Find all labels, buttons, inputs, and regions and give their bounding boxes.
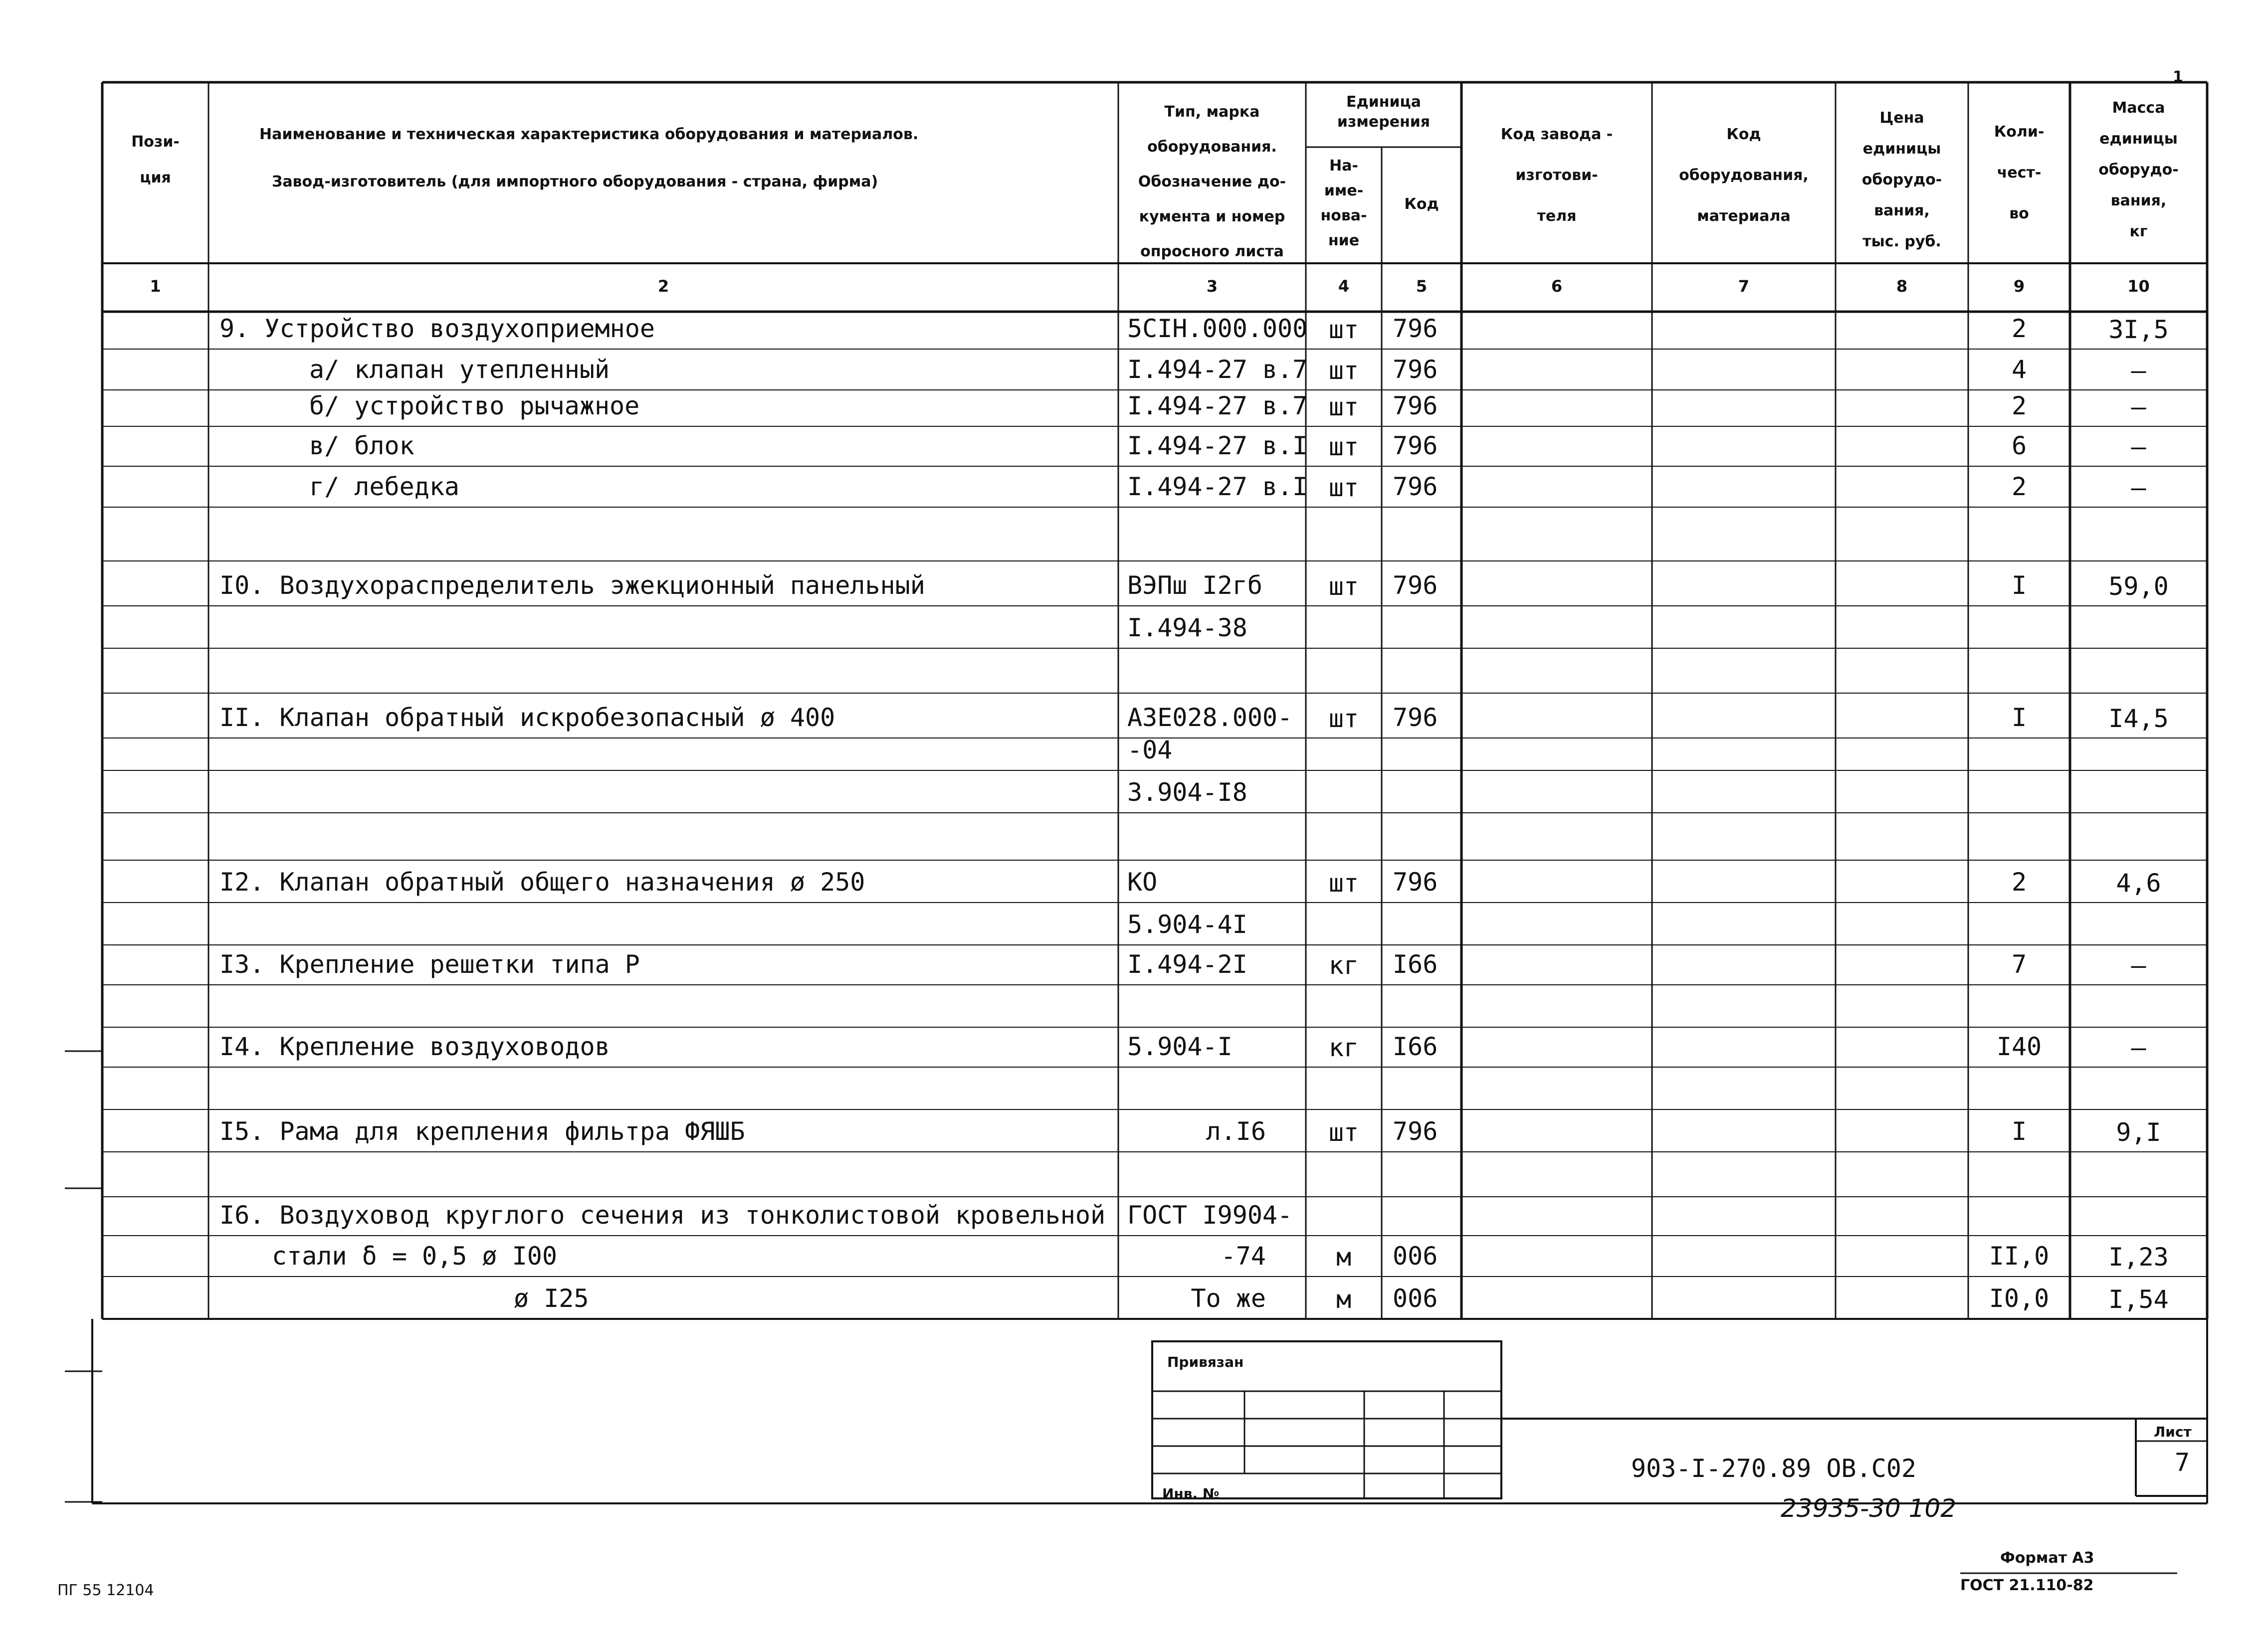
row-doc: I.494-27 в.7: [1127, 355, 1308, 384]
row-name: I4. Крепление воздуховодов: [219, 1032, 610, 1061]
stamp-privyazan: Привязан: [1167, 1354, 1244, 1370]
row-unit: шт: [1328, 473, 1359, 502]
header-quantity: Коли-: [1994, 123, 2045, 141]
header-quantity: чест-: [1997, 164, 2042, 182]
column-number: 9: [2013, 277, 2025, 296]
row-unit: шт: [1328, 356, 1359, 385]
header-equipment-code: Код: [1726, 126, 1761, 143]
column-number: 10: [2127, 277, 2150, 296]
row-unit-code: 796: [1393, 431, 1438, 460]
row-mass: –: [2131, 432, 2146, 461]
row-doc: I.494-38: [1127, 613, 1247, 642]
header-type-doc: оборудования.: [1147, 138, 1277, 156]
row-doc: 5.904-4I: [1127, 910, 1247, 939]
row-doc: ВЭПш I2гб: [1127, 571, 1262, 600]
header-unit-name: име-: [1324, 182, 1364, 199]
row-unit-code: 006: [1393, 1284, 1438, 1313]
header-unit-group: измерения: [1337, 113, 1431, 131]
column-number: 4: [1338, 277, 1350, 296]
header-maker-code: Код завода -: [1500, 126, 1613, 143]
row-doc: I.494-27 в.7: [1127, 391, 1308, 420]
row-doc: 5СIН.000.000: [1127, 314, 1308, 343]
row-doc: -74: [1221, 1242, 1266, 1271]
row-name: I5. Рама для крепления фильтра ФЯШБ: [219, 1117, 745, 1146]
row-name: в/ блок: [309, 431, 414, 460]
header-mass: вания,: [2110, 192, 2167, 209]
header-mass: кг: [2129, 223, 2148, 240]
row-name: 9. Устройство воздухоприемное: [219, 314, 655, 343]
row-quantity: 2: [2011, 391, 2027, 420]
row-quantity: I: [2011, 571, 2027, 600]
row-quantity: 4: [2011, 355, 2027, 384]
row-mass: –: [2131, 1033, 2146, 1062]
row-unit-code: 796: [1393, 391, 1438, 420]
row-unit-code: 796: [1393, 571, 1438, 600]
header-unit-code: Код: [1404, 195, 1439, 213]
header-unit-name: На-: [1329, 157, 1358, 175]
header-position: ция: [140, 169, 171, 186]
header-mass: единицы: [2099, 130, 2178, 148]
row-mass: I,23: [2108, 1243, 2169, 1272]
row-name: I2. Клапан обратный общего назначения ø 250: [219, 868, 865, 897]
header-name-line2: Завод-изготовитель (для импортного оборудования - страна, фирма): [272, 173, 878, 190]
row-quantity: 6: [2011, 431, 2027, 460]
row-doc: 5.904-I: [1127, 1032, 1233, 1061]
row-unit: кг: [1328, 951, 1359, 980]
row-unit-code: I66: [1393, 950, 1438, 979]
row-mass: 59,0: [2108, 572, 2169, 601]
row-unit-code: 796: [1393, 703, 1438, 732]
stamp-sheet-number: 7: [2175, 1448, 2190, 1477]
row-mass: –: [2131, 951, 2146, 980]
row-doc: I.494-2I: [1127, 950, 1247, 979]
row-doc: АЗЕ028.000-: [1127, 703, 1293, 732]
header-unit-group: Единица: [1346, 93, 1421, 111]
row-unit-code: 796: [1393, 355, 1438, 384]
header-type-doc: Обозначение до-: [1138, 173, 1286, 190]
footer-gost: ГОСТ 21.110-82: [1960, 1577, 2094, 1594]
header-unit-name: ние: [1328, 232, 1360, 249]
footer-format: Формат А3: [2000, 1549, 2094, 1567]
header-price: Цена: [1879, 109, 1924, 127]
row-unit-code: 006: [1393, 1242, 1438, 1271]
stamp-inv-no: Инв. №: [1162, 1485, 1220, 1502]
row-unit: шт: [1328, 1118, 1359, 1147]
row-unit: шт: [1328, 704, 1359, 733]
row-unit: шт: [1328, 869, 1359, 898]
row-name: г/ лебедка: [309, 472, 460, 501]
row-mass: –: [2131, 392, 2146, 421]
row-name: II. Клапан обратный искробезопасный ø 400: [219, 703, 835, 732]
header-mass: Масса: [2112, 99, 2165, 117]
row-quantity: 2: [2011, 868, 2027, 897]
stamp-designation: 903-I-270.89 ОВ.С02: [1631, 1454, 1916, 1483]
row-mass: I4,5: [2108, 704, 2169, 733]
row-unit: шт: [1328, 392, 1359, 421]
header-name-line1: Наименование и техническая характеристика оборудования и материалов.: [259, 126, 919, 143]
row-quantity: I: [2011, 703, 2027, 732]
archive-number: 23935-30 102: [1781, 1494, 1957, 1523]
row-name: ø I25: [514, 1284, 589, 1313]
row-quantity: II,0: [1989, 1242, 2050, 1271]
row-mass: 9,I: [2116, 1118, 2161, 1147]
header-maker-code: теля: [1537, 207, 1577, 225]
row-unit: кг: [1328, 1033, 1359, 1062]
header-price: единицы: [1862, 140, 1941, 158]
row-name: стали δ = 0,5 ø I00: [272, 1242, 557, 1271]
column-number: 3: [1206, 277, 1218, 296]
header-maker-code: изготови-: [1515, 167, 1598, 184]
row-unit-code: 796: [1393, 472, 1438, 501]
row-doc: л.I6: [1206, 1117, 1266, 1146]
row-mass: –: [2131, 473, 2146, 502]
row-doc: -04: [1127, 735, 1173, 764]
header-type-doc: опросного листа: [1140, 243, 1284, 260]
header-unit-name: нова-: [1320, 207, 1367, 224]
row-quantity: 7: [2011, 950, 2027, 979]
row-unit: шт: [1328, 315, 1359, 344]
footer-left-code: ПГ 55 12104: [57, 1582, 154, 1599]
header-type-doc: Тип, марка: [1164, 103, 1260, 121]
row-mass: –: [2131, 356, 2146, 385]
row-unit: м: [1336, 1285, 1352, 1314]
row-doc: 3.904-I8: [1127, 778, 1247, 807]
page-number-top: 1: [2173, 68, 2183, 86]
row-name: б/ устройство рычажное: [309, 391, 640, 420]
column-number: 5: [1416, 277, 1428, 296]
row-name: I0. Воздухораспределитель эжекционный панельный: [219, 571, 925, 600]
row-quantity: I: [2011, 1117, 2027, 1146]
column-number: 8: [1896, 277, 1908, 296]
row-doc: I.494-27 в.I: [1127, 431, 1308, 460]
row-quantity: I0,0: [1989, 1284, 2050, 1313]
stamp-sheet-label: Лист: [2154, 1424, 2192, 1440]
row-doc: ГОСТ I9904-: [1127, 1201, 1293, 1230]
column-number: 2: [657, 277, 669, 296]
column-number: 7: [1738, 277, 1750, 296]
row-name: а/ клапан утепленный: [309, 355, 610, 384]
row-mass: 4,6: [2116, 869, 2161, 898]
row-quantity: 2: [2011, 472, 2027, 501]
header-price: оборудо-: [1861, 171, 1942, 188]
header-type-doc: кумента и номер: [1139, 208, 1285, 225]
row-mass: I,54: [2108, 1285, 2169, 1314]
header-price: тыс. руб.: [1862, 233, 1941, 250]
row-unit-code: 796: [1393, 1117, 1438, 1146]
header-mass: оборудо-: [2098, 161, 2179, 179]
row-unit: м: [1336, 1243, 1352, 1272]
header-equipment-code: материала: [1697, 207, 1791, 225]
header-price: вания,: [1874, 202, 1930, 219]
header-equipment-code: оборудования,: [1679, 167, 1809, 184]
row-unit: шт: [1328, 572, 1359, 601]
row-unit: шт: [1328, 432, 1359, 461]
row-unit-code: 796: [1393, 314, 1438, 343]
row-quantity: I40: [1996, 1032, 2042, 1061]
row-quantity: 2: [2011, 314, 2027, 343]
column-number: 1: [150, 277, 161, 296]
row-unit-code: I66: [1393, 1032, 1438, 1061]
row-name: I3. Крепление решетки типа Р: [219, 950, 640, 979]
row-doc: I.494-27 в.I: [1127, 472, 1308, 501]
header-position: Пози-: [131, 133, 180, 151]
row-doc: То же: [1191, 1284, 1266, 1313]
row-name: I6. Воздуховод круглого сечения из тонколистовой кровельной: [219, 1201, 1106, 1230]
column-number: 6: [1551, 277, 1563, 296]
row-doc: КО: [1127, 868, 1158, 897]
row-mass: 3I,5: [2108, 315, 2169, 344]
row-unit-code: 796: [1393, 868, 1438, 897]
header-quantity: во: [2009, 205, 2029, 222]
